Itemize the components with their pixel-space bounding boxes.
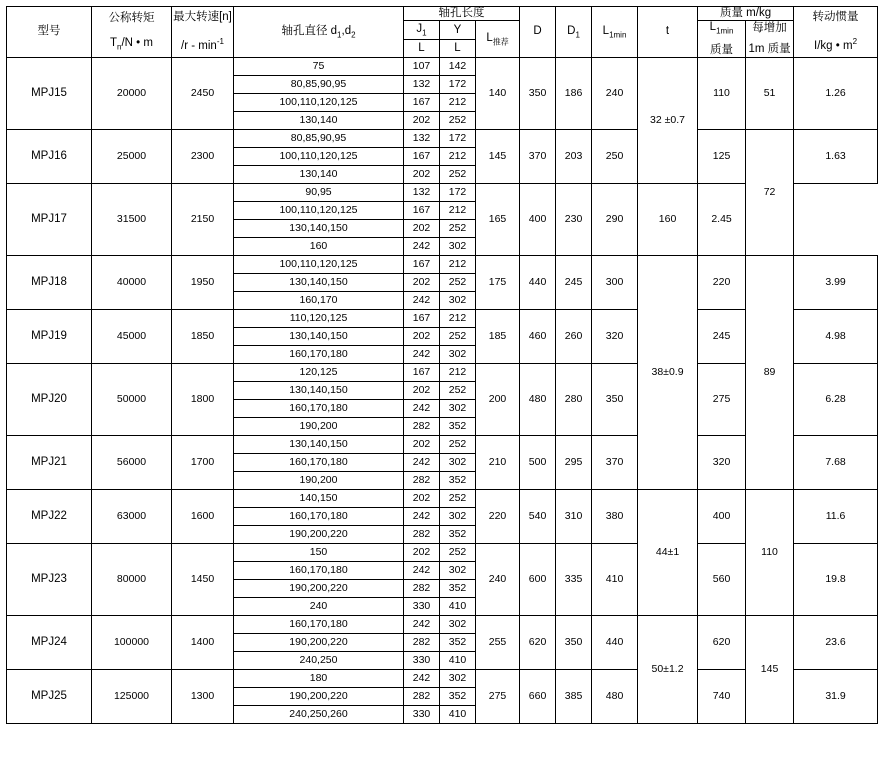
nominal-torque-cell: 63000 xyxy=(92,489,172,543)
l-recommended-cell: 140 xyxy=(476,57,520,129)
model-cell: MPJ16 xyxy=(7,129,92,183)
bore-length-j-cell: 202 xyxy=(404,219,440,237)
D1-cell: 310 xyxy=(556,489,592,543)
D1-cell: 203 xyxy=(556,129,592,183)
mass-l1min-cell: 620 xyxy=(698,615,746,669)
bore-length-y-cell: 252 xyxy=(440,273,476,291)
nominal-torque-cell: 125000 xyxy=(92,669,172,723)
bore-diameter-cell: 130,140,150 xyxy=(234,381,404,399)
bore-diameter-cell: 190,200 xyxy=(234,417,404,435)
bore-length-j-cell: 132 xyxy=(404,183,440,201)
inertia-cell: 4.98 xyxy=(794,309,878,363)
bore-diameter-cell: 240,250,260 xyxy=(234,705,404,723)
bore-length-j-cell: 202 xyxy=(404,381,440,399)
bore-diameter-cell: 110,120,125 xyxy=(234,309,404,327)
bore-length-j-cell: 282 xyxy=(404,579,440,597)
bore-length-y-cell: 212 xyxy=(440,363,476,381)
D1-cell: 186 xyxy=(556,57,592,129)
mass-add-cell: 51 xyxy=(746,57,794,129)
bore-length-y-cell: 352 xyxy=(440,417,476,435)
bore-length-j-cell: 282 xyxy=(404,417,440,435)
bore-length-y-cell: 252 xyxy=(440,489,476,507)
D-cell: 480 xyxy=(520,363,556,435)
D1-cell: 245 xyxy=(556,255,592,309)
bore-length-j-cell: 167 xyxy=(404,309,440,327)
mass-l1min-cell: 740 xyxy=(698,669,746,723)
header-inertia-line2: I/kg • $m^2$ xyxy=(814,36,858,52)
model-cell: MPJ17 xyxy=(7,183,92,255)
bore-length-y-cell: 252 xyxy=(440,543,476,561)
max-speed-cell: 1300 xyxy=(172,669,234,723)
D1-cell: 280 xyxy=(556,363,592,435)
mass-l1min-cell: 110 xyxy=(698,57,746,129)
inertia-cell: 11.6 xyxy=(794,489,878,543)
mass-l1min-cell: 320 xyxy=(698,435,746,489)
bore-length-j-cell: 202 xyxy=(404,273,440,291)
table-header xyxy=(7,7,878,58)
D1-cell: 230 xyxy=(556,183,592,255)
l-recommended-cell: 175 xyxy=(476,255,520,309)
nominal-torque-cell: 20000 xyxy=(92,57,172,129)
bore-length-j-cell: 242 xyxy=(404,507,440,525)
header-D1: $D_1$ xyxy=(556,7,592,58)
t-cell: 32 ±0.7 xyxy=(638,57,698,183)
model-cell: MPJ24 xyxy=(7,615,92,669)
bore-diameter-cell: 130,140,150 xyxy=(234,219,404,237)
bore-length-y-cell: 352 xyxy=(440,579,476,597)
model-cell: MPJ23 xyxy=(7,543,92,615)
l-recommended-cell: 200 xyxy=(476,363,520,435)
l-recommended-cell: 275 xyxy=(476,669,520,723)
bore-diameter-cell: 180 xyxy=(234,669,404,687)
bore-length-j-cell: 242 xyxy=(404,291,440,309)
bore-length-y-cell: 212 xyxy=(440,147,476,165)
header-row-1 xyxy=(7,7,878,21)
bore-diameter-cell: 90,95 xyxy=(234,183,404,201)
L1min-cell: 300 xyxy=(592,255,638,309)
inertia-cell: 2.45 xyxy=(698,183,746,255)
nominal-torque-cell: 40000 xyxy=(92,255,172,309)
table-body xyxy=(7,57,878,723)
mass-l1min-cell: 220 xyxy=(698,255,746,309)
bore-length-j-cell: 242 xyxy=(404,615,440,633)
bore-diameter-cell: 190,200 xyxy=(234,471,404,489)
bore-diameter-cell: 120,125 xyxy=(234,363,404,381)
bore-length-y-cell: 252 xyxy=(440,219,476,237)
nominal-torque-cell: 25000 xyxy=(92,129,172,183)
D-cell: 350 xyxy=(520,57,556,129)
bore-diameter-cell: 130,140,150 xyxy=(234,327,404,345)
D-cell: 620 xyxy=(520,615,556,669)
D-cell: 400 xyxy=(520,183,556,255)
max-speed-cell: 1850 xyxy=(172,309,234,363)
header-max-speed-line1: 最大转速[n] xyxy=(173,11,232,24)
table-row xyxy=(7,615,878,633)
max-speed-cell: 1800 xyxy=(172,363,234,435)
header-l-recommended: $L_{推荐}$ xyxy=(476,21,520,58)
bore-diameter-cell: 160,170,180 xyxy=(234,399,404,417)
bore-length-y-cell: 302 xyxy=(440,237,476,255)
max-speed-cell: 2150 xyxy=(172,183,234,255)
header-max-speed xyxy=(172,7,234,58)
D-cell: 600 xyxy=(520,543,556,615)
bore-length-y-cell: 142 xyxy=(440,57,476,75)
bore-length-y-cell: 410 xyxy=(440,651,476,669)
bore-length-y-cell: 302 xyxy=(440,507,476,525)
l-recommended-cell: 255 xyxy=(476,615,520,669)
bore-diameter-cell: 160,170,180 xyxy=(234,615,404,633)
bore-diameter-cell: 160,170,180 xyxy=(234,507,404,525)
table-row xyxy=(7,129,878,147)
bore-length-y-cell: 252 xyxy=(440,165,476,183)
t-cell: 38±0.9 xyxy=(638,255,698,489)
bore-diameter-cell: 100,110,120,125 xyxy=(234,147,404,165)
bore-diameter-cell: 190,200,220 xyxy=(234,525,404,543)
header-nominal-torque xyxy=(92,7,172,58)
model-cell: MPJ21 xyxy=(7,435,92,489)
bore-length-y-cell: 252 xyxy=(440,435,476,453)
table-row xyxy=(7,489,878,507)
inertia-cell: 1.63 xyxy=(794,129,878,183)
bore-length-j-cell: 202 xyxy=(404,543,440,561)
model-cell: MPJ15 xyxy=(7,57,92,129)
bore-length-j-cell: 167 xyxy=(404,255,440,273)
bore-diameter-cell: 130,140,150 xyxy=(234,273,404,291)
L1min-cell: 410 xyxy=(592,543,638,615)
coupling-spec-table xyxy=(6,6,878,724)
bore-diameter-cell: 100,110,120,125 xyxy=(234,201,404,219)
bore-diameter-cell: 240,250 xyxy=(234,651,404,669)
header-D: D xyxy=(520,7,556,58)
nominal-torque-cell: 31500 xyxy=(92,183,172,255)
max-speed-cell: 1700 xyxy=(172,435,234,489)
inertia-cell: 1.26 xyxy=(794,57,878,129)
L1min-cell: 290 xyxy=(592,183,638,255)
t-cell: 50±1.2 xyxy=(638,615,698,723)
header-model: 型号 xyxy=(7,7,92,58)
header-l-j: L xyxy=(404,40,440,58)
D-cell: 440 xyxy=(520,255,556,309)
bore-diameter-cell: 100,110,120,125 xyxy=(234,93,404,111)
bore-length-y-cell: 302 xyxy=(440,561,476,579)
header-nominal-torque-line2: $T_n/N$ • m xyxy=(110,37,153,52)
model-cell: MPJ20 xyxy=(7,363,92,435)
header-max-speed-line2: $/r - \min^{-1}$ xyxy=(181,36,224,52)
bore-diameter-cell: 160 xyxy=(234,237,404,255)
bore-length-y-cell: 172 xyxy=(440,75,476,93)
l-recommended-cell: 210 xyxy=(476,435,520,489)
bore-length-y-cell: 212 xyxy=(440,309,476,327)
l-recommended-cell: 185 xyxy=(476,309,520,363)
bore-diameter-cell: 240 xyxy=(234,597,404,615)
bore-length-y-cell: 410 xyxy=(440,597,476,615)
model-cell: MPJ25 xyxy=(7,669,92,723)
inertia-cell: 31.9 xyxy=(794,669,878,723)
L1min-cell: 480 xyxy=(592,669,638,723)
max-speed-cell: 2300 xyxy=(172,129,234,183)
bore-length-y-cell: 212 xyxy=(440,93,476,111)
bore-length-y-cell: 352 xyxy=(440,687,476,705)
mass-l1min-cell: 160 xyxy=(638,183,698,255)
nominal-torque-cell: 80000 xyxy=(92,543,172,615)
mass-add-cell: 145 xyxy=(746,615,794,723)
mass-add-cell: 89 xyxy=(746,255,794,489)
mass-add-cell: 72 xyxy=(746,129,794,255)
header-l-y: L xyxy=(440,40,476,58)
D1-cell: 350 xyxy=(556,615,592,669)
L1min-cell: 320 xyxy=(592,309,638,363)
bore-diameter-cell: 160,170,180 xyxy=(234,561,404,579)
inertia-cell: 7.68 xyxy=(794,435,878,489)
mass-add-cell: 110 xyxy=(746,489,794,615)
header-j1: $J_1$ xyxy=(404,21,440,40)
bore-length-y-cell: 212 xyxy=(440,255,476,273)
bore-length-y-cell: 302 xyxy=(440,453,476,471)
L1min-cell: 440 xyxy=(592,615,638,669)
bore-length-y-cell: 352 xyxy=(440,471,476,489)
bore-length-y-cell: 302 xyxy=(440,615,476,633)
l-recommended-cell: 240 xyxy=(476,543,520,615)
bore-length-y-cell: 172 xyxy=(440,183,476,201)
bore-diameter-cell: 100,110,120,125 xyxy=(234,255,404,273)
bore-length-j-cell: 202 xyxy=(404,111,440,129)
bore-diameter-cell: 130,140 xyxy=(234,111,404,129)
bore-diameter-cell: 190,200,220 xyxy=(234,633,404,651)
bore-diameter-cell: 80,85,90,95 xyxy=(234,129,404,147)
bore-length-j-cell: 282 xyxy=(404,525,440,543)
L1min-cell: 350 xyxy=(592,363,638,435)
header-bore-diameter: 轴孔直径 $d_1,d_2$ xyxy=(234,7,404,58)
bore-length-j-cell: 242 xyxy=(404,561,440,579)
header-inertia-line1: 转动惯量 xyxy=(812,11,859,24)
D-cell: 370 xyxy=(520,129,556,183)
D-cell: 660 xyxy=(520,669,556,723)
l-recommended-cell: 220 xyxy=(476,489,520,543)
nominal-torque-cell: 50000 xyxy=(92,363,172,435)
bore-length-j-cell: 167 xyxy=(404,201,440,219)
bore-length-y-cell: 172 xyxy=(440,129,476,147)
bore-length-j-cell: 202 xyxy=(404,435,440,453)
header-inertia xyxy=(794,7,878,58)
D-cell: 460 xyxy=(520,309,556,363)
bore-length-j-cell: 202 xyxy=(404,165,440,183)
bore-length-j-cell: 282 xyxy=(404,633,440,651)
bore-length-j-cell: 107 xyxy=(404,57,440,75)
L1min-cell: 250 xyxy=(592,129,638,183)
bore-length-y-cell: 352 xyxy=(440,633,476,651)
bore-length-y-cell: 212 xyxy=(440,201,476,219)
mass-l1min-cell: 125 xyxy=(698,129,746,183)
bore-length-y-cell: 410 xyxy=(440,705,476,723)
bore-length-j-cell: 132 xyxy=(404,75,440,93)
bore-length-y-cell: 302 xyxy=(440,669,476,687)
nominal-torque-cell: 100000 xyxy=(92,615,172,669)
bore-length-j-cell: 132 xyxy=(404,129,440,147)
max-speed-cell: 2450 xyxy=(172,57,234,129)
inertia-cell: 6.28 xyxy=(794,363,878,435)
header-mass-group: 质量 m/kg xyxy=(698,7,794,21)
bore-diameter-cell: 130,140 xyxy=(234,165,404,183)
header-bore-length-group: 轴孔长度 xyxy=(404,7,520,21)
bore-length-j-cell: 167 xyxy=(404,147,440,165)
D-cell: 500 xyxy=(520,435,556,489)
header-mass-l1min: $L_{1min}$ 质量 xyxy=(698,21,746,58)
bore-length-y-cell: 252 xyxy=(440,327,476,345)
bore-length-j-cell: 167 xyxy=(404,93,440,111)
bore-diameter-cell: 130,140,150 xyxy=(234,435,404,453)
max-speed-cell: 1450 xyxy=(172,543,234,615)
mass-l1min-cell: 275 xyxy=(698,363,746,435)
bore-length-j-cell: 242 xyxy=(404,453,440,471)
bore-length-j-cell: 202 xyxy=(404,489,440,507)
bore-diameter-cell: 140,150 xyxy=(234,489,404,507)
nominal-torque-cell: 45000 xyxy=(92,309,172,363)
max-speed-cell: 1400 xyxy=(172,615,234,669)
L1min-cell: 370 xyxy=(592,435,638,489)
bore-length-j-cell: 167 xyxy=(404,363,440,381)
L1min-cell: 240 xyxy=(592,57,638,129)
bore-diameter-cell: 75 xyxy=(234,57,404,75)
header-t: t xyxy=(638,7,698,58)
header-L1min: $L_{1min}$ xyxy=(592,7,638,58)
bore-length-j-cell: 330 xyxy=(404,597,440,615)
bore-length-j-cell: 282 xyxy=(404,687,440,705)
l-recommended-cell: 145 xyxy=(476,129,520,183)
D1-cell: 385 xyxy=(556,669,592,723)
D1-cell: 260 xyxy=(556,309,592,363)
bore-length-y-cell: 302 xyxy=(440,399,476,417)
bore-diameter-cell: 160,170 xyxy=(234,291,404,309)
bore-length-y-cell: 252 xyxy=(440,381,476,399)
bore-diameter-cell: 190,200,220 xyxy=(234,579,404,597)
max-speed-cell: 1600 xyxy=(172,489,234,543)
l-recommended-cell: 165 xyxy=(476,183,520,255)
L1min-cell: 380 xyxy=(592,489,638,543)
bore-length-j-cell: 242 xyxy=(404,399,440,417)
bore-length-j-cell: 242 xyxy=(404,345,440,363)
mass-l1min-cell: 400 xyxy=(698,489,746,543)
bore-length-j-cell: 202 xyxy=(404,327,440,345)
D1-cell: 335 xyxy=(556,543,592,615)
model-cell: MPJ22 xyxy=(7,489,92,543)
model-cell: MPJ18 xyxy=(7,255,92,309)
bore-diameter-cell: 160,170,180 xyxy=(234,345,404,363)
inertia-cell: 23.6 xyxy=(794,615,878,669)
bore-length-y-cell: 352 xyxy=(440,525,476,543)
bore-length-y-cell: 302 xyxy=(440,291,476,309)
header-y: Y xyxy=(440,21,476,40)
bore-length-y-cell: 302 xyxy=(440,345,476,363)
bore-diameter-cell: 160,170,180 xyxy=(234,453,404,471)
table-row xyxy=(7,255,878,273)
bore-length-j-cell: 330 xyxy=(404,705,440,723)
nominal-torque-cell: 56000 xyxy=(92,435,172,489)
bore-diameter-cell: 150 xyxy=(234,543,404,561)
bore-length-j-cell: 282 xyxy=(404,471,440,489)
header-mass-add: 每增加 1m 质量 xyxy=(746,21,794,58)
header-nominal-torque-line1: 公称转矩 xyxy=(108,12,155,25)
inertia-cell: 3.99 xyxy=(794,255,878,309)
model-cell: MPJ19 xyxy=(7,309,92,363)
mass-l1min-cell: 245 xyxy=(698,309,746,363)
bore-length-y-cell: 252 xyxy=(440,111,476,129)
inertia-cell: 19.8 xyxy=(794,543,878,615)
D1-cell: 295 xyxy=(556,435,592,489)
max-speed-cell: 1950 xyxy=(172,255,234,309)
bore-diameter-cell: 190,200,220 xyxy=(234,687,404,705)
mass-l1min-cell: 560 xyxy=(698,543,746,615)
bore-length-j-cell: 242 xyxy=(404,237,440,255)
bore-diameter-cell: 80,85,90,95 xyxy=(234,75,404,93)
t-cell: 44±1 xyxy=(638,489,698,615)
D-cell: 540 xyxy=(520,489,556,543)
bore-length-j-cell: 330 xyxy=(404,651,440,669)
table-row xyxy=(7,57,878,75)
bore-length-j-cell: 242 xyxy=(404,669,440,687)
